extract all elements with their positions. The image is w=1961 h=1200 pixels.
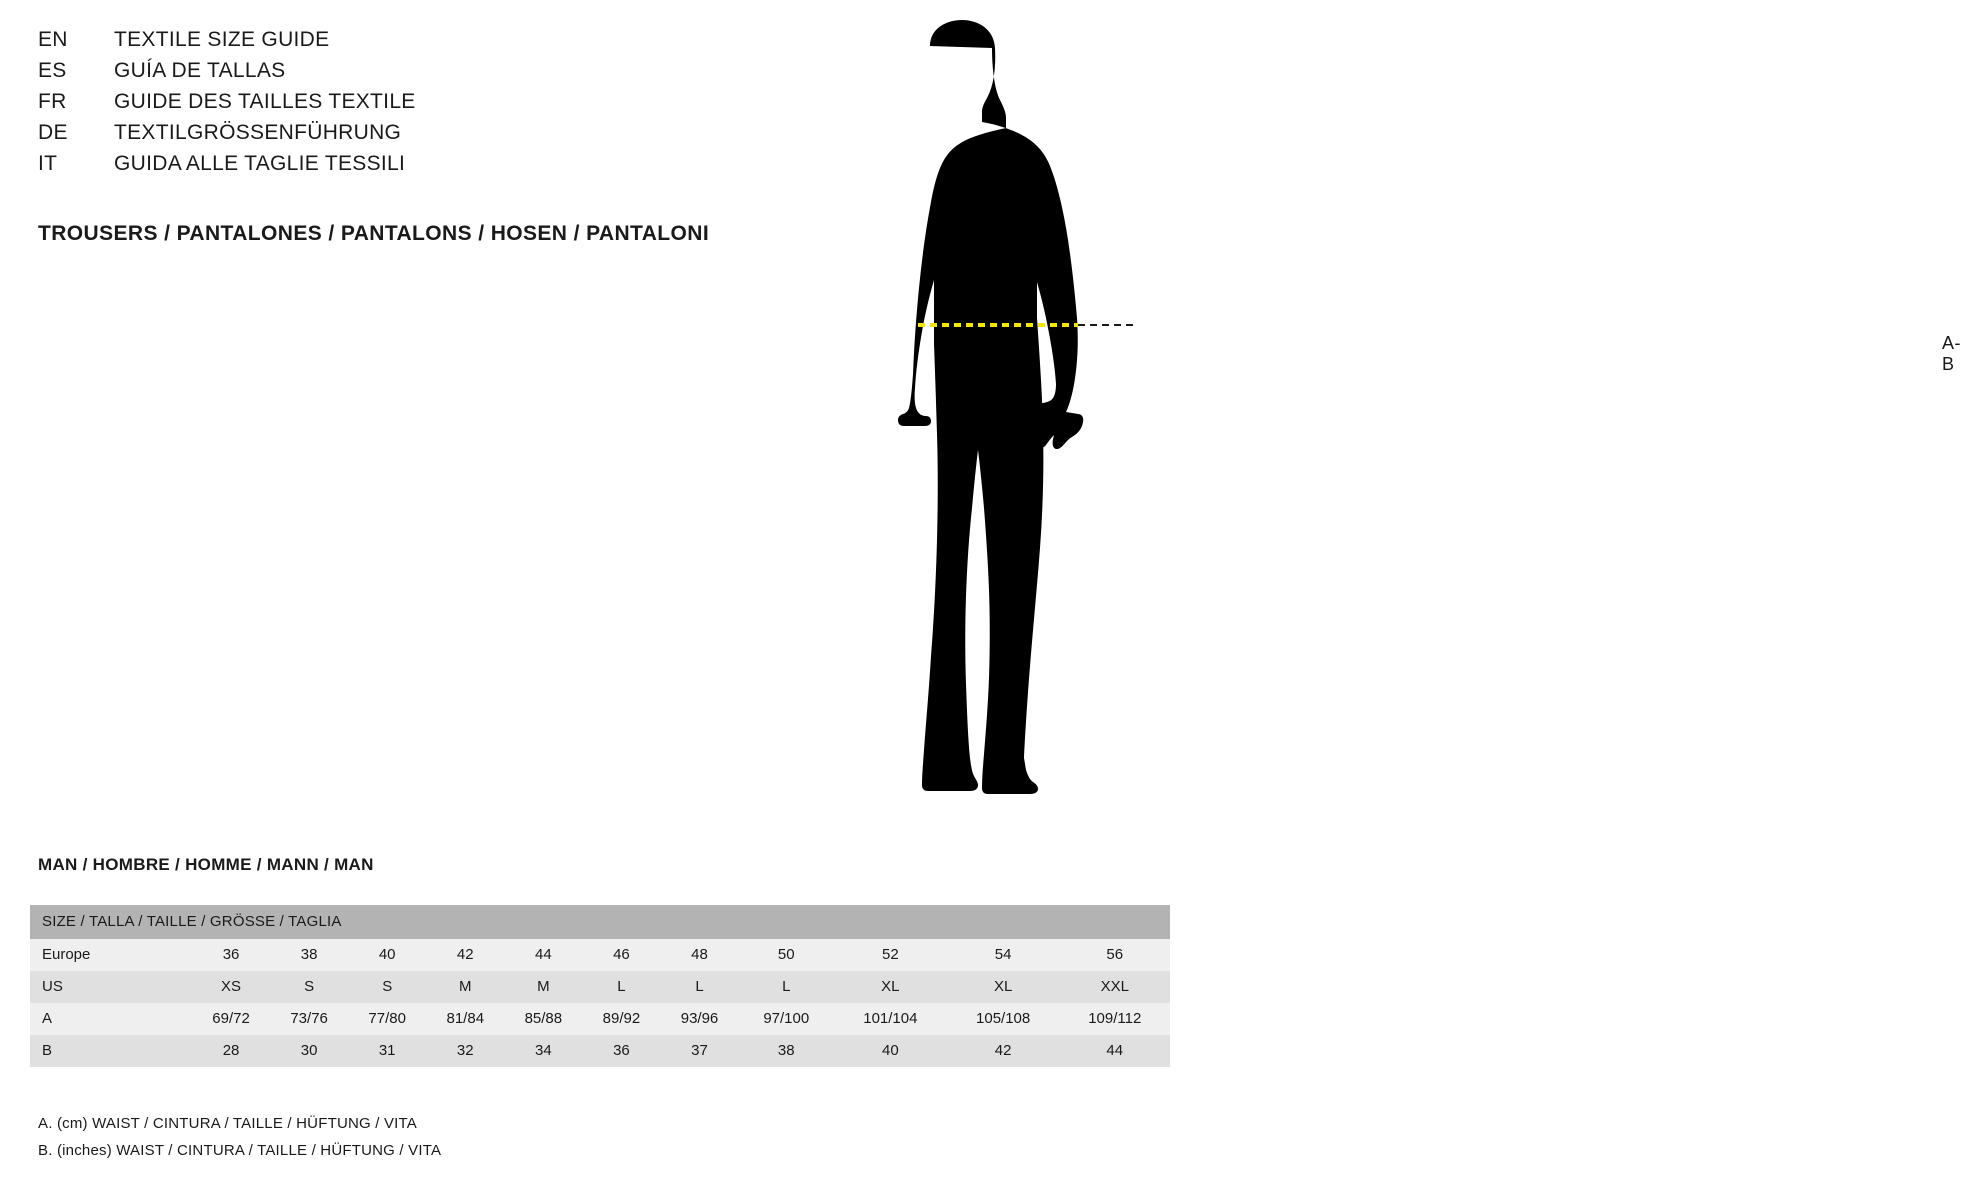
language-title: TEXTILGRÖSSENFÜHRUNG (114, 121, 402, 144)
cell: S (270, 971, 348, 1003)
cell: XS (192, 971, 270, 1003)
language-title: GUIDE DES TAILLES TEXTILE (114, 90, 416, 113)
cell: 44 (1060, 1035, 1170, 1067)
cell: 81/84 (426, 1003, 504, 1035)
cell: 97/100 (739, 1003, 834, 1035)
cell: 89/92 (582, 1003, 660, 1035)
language-title: TEXTILE SIZE GUIDE (114, 28, 330, 51)
gender-group-title: MAN / HOMBRE / HOMME / MANN / MAN (38, 855, 374, 874)
cell: 32 (426, 1035, 504, 1067)
language-title: GUÍA DE TALLAS (114, 59, 286, 82)
cell: 30 (270, 1035, 348, 1067)
table-row (30, 1035, 1170, 1067)
cell: 77/80 (348, 1003, 426, 1035)
footnotes (38, 1110, 441, 1164)
cell: 44 (504, 939, 582, 971)
language-row (38, 90, 798, 121)
cell: M (504, 971, 582, 1003)
cell: XXL (1060, 971, 1170, 1003)
cell: L (582, 971, 660, 1003)
footnote-b: B. (inches) WAIST / CINTURA / TAILLE / HÜFTUNG / VITA (38, 1142, 442, 1159)
cell: 36 (192, 939, 270, 971)
language-row (38, 59, 798, 90)
silhouette-shape (898, 20, 1083, 794)
cell: 42 (426, 939, 504, 971)
cell: 52 (834, 939, 947, 971)
cell: 93/96 (660, 1003, 738, 1035)
table-row (30, 939, 1170, 971)
row-label: US (30, 971, 192, 1003)
footnote-a: A. (cm) WAIST / CINTURA / TAILLE / HÜFTUNG / VITA (38, 1115, 417, 1132)
cell: L (739, 971, 834, 1003)
cell: 73/76 (270, 1003, 348, 1035)
cell: XL (947, 971, 1060, 1003)
cell: 105/108 (947, 1003, 1060, 1035)
language-title: GUIDA ALLE TAGLIE TESSILI (114, 152, 406, 175)
row-label: A (30, 1003, 192, 1035)
cell: 37 (660, 1035, 738, 1067)
cell: 34 (504, 1035, 582, 1067)
language-row (38, 152, 798, 183)
cell: S (348, 971, 426, 1003)
table-header-row (30, 905, 1170, 939)
cell: L (660, 971, 738, 1003)
table-header-label: SIZE / TALLA / TAILLE / GRÖSSE / TAGLIA (30, 905, 1170, 939)
language-code: ES (38, 59, 67, 82)
cell: 28 (192, 1035, 270, 1067)
cell: M (426, 971, 504, 1003)
cell: XL (834, 971, 947, 1003)
measure-label-ab: A-B (1942, 333, 1961, 374)
row-label: Europe (30, 939, 192, 971)
cell: 42 (947, 1035, 1060, 1067)
cell: 36 (582, 1035, 660, 1067)
cell: 38 (739, 1035, 834, 1067)
language-code: IT (38, 152, 58, 175)
language-list (38, 28, 798, 183)
language-code: FR (38, 90, 67, 113)
cell: 50 (739, 939, 834, 971)
cell: 38 (270, 939, 348, 971)
male-silhouette-figure (820, 18, 1961, 808)
cell: 46 (582, 939, 660, 971)
cell: 56 (1060, 939, 1170, 971)
language-code: DE (38, 121, 68, 144)
language-row (38, 28, 798, 59)
cell: 101/104 (834, 1003, 947, 1035)
cell: 40 (834, 1035, 947, 1067)
cell: 48 (660, 939, 738, 971)
size-table (30, 905, 1170, 1067)
row-label: B (30, 1035, 192, 1067)
cell: 54 (947, 939, 1060, 971)
cell: 69/72 (192, 1003, 270, 1035)
table-row (30, 971, 1170, 1003)
table-row (30, 1003, 1170, 1035)
cell: 109/112 (1060, 1003, 1170, 1035)
language-code: EN (38, 28, 68, 51)
language-row (38, 121, 798, 152)
cell: 40 (348, 939, 426, 971)
cell: 31 (348, 1035, 426, 1067)
cell: 85/88 (504, 1003, 582, 1035)
garment-type-title: TROUSERS / PANTALONES / PANTALONS / HOSEN / PANTALONI (38, 222, 710, 245)
